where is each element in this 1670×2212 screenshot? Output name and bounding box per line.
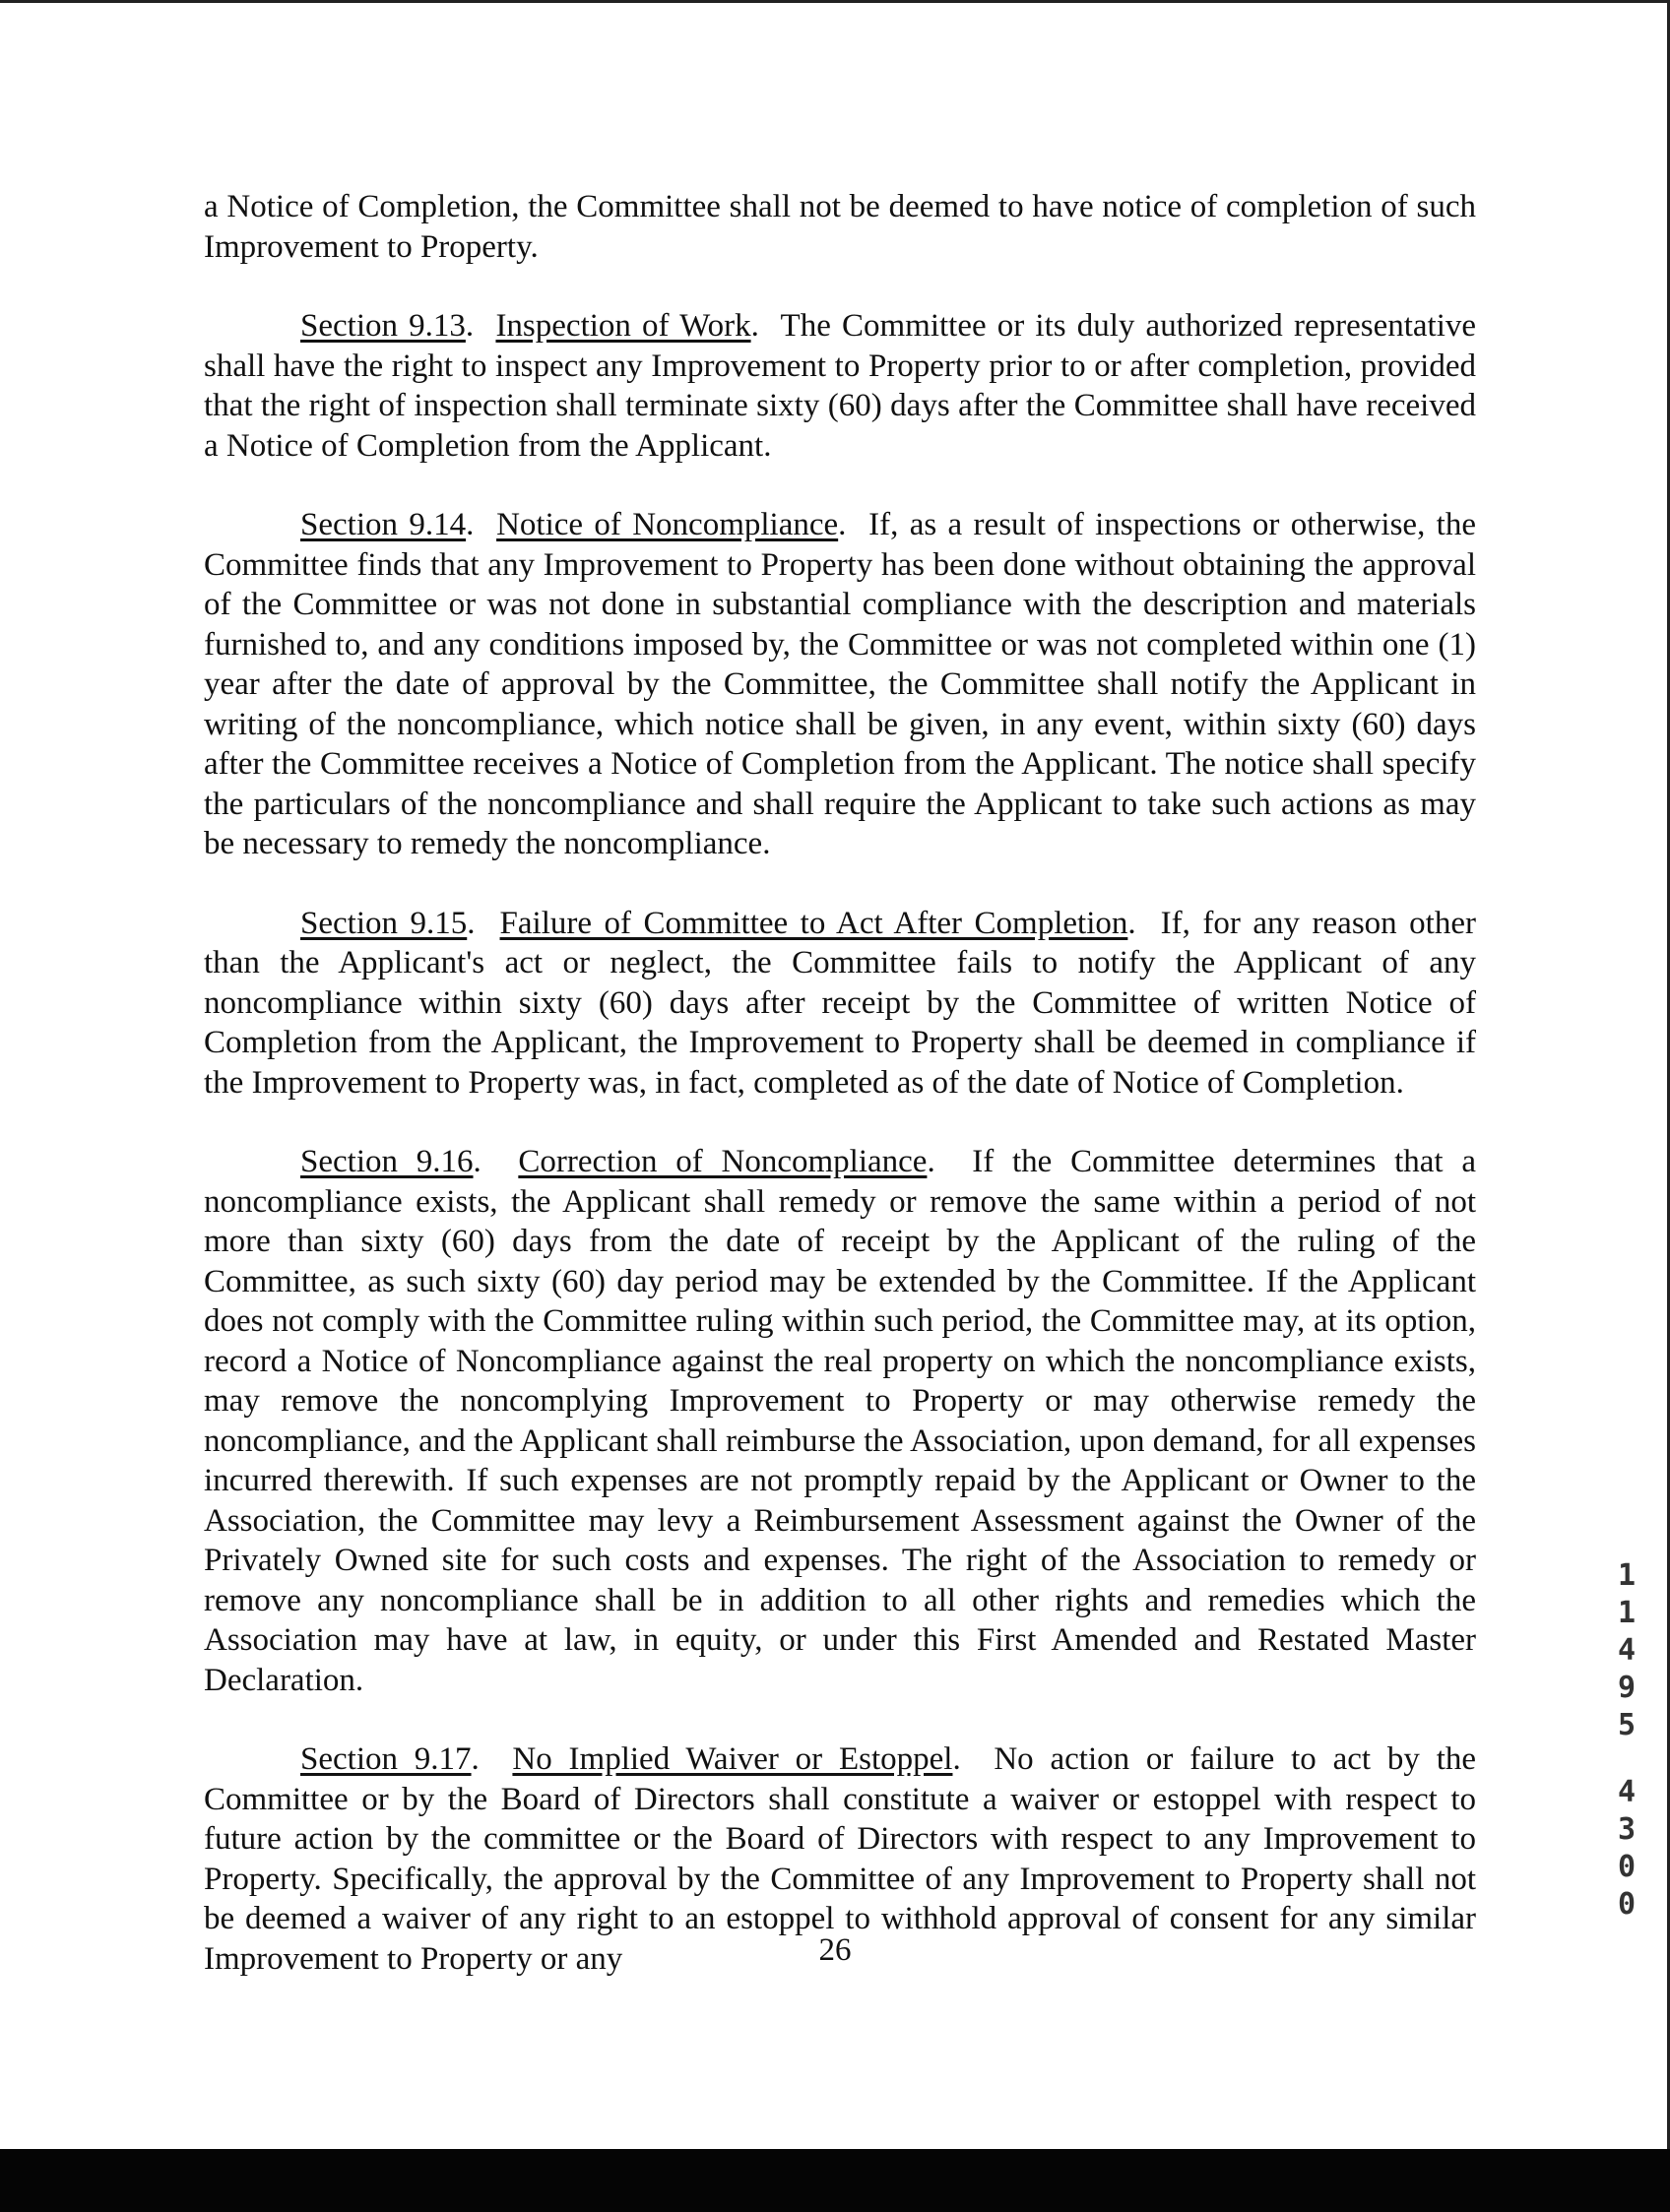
recording-digit: 3 [1617, 1812, 1637, 1847]
section-title: Failure of Committee to Act After Completion [499, 905, 1128, 941]
section-body: If the Committee determines that a noncompliance exists, the Applicant shall remedy or remove the same within a period of not more than sixty (60) days from the date of receipt by the Applicant of the ruling of the Committee, as such sixty (60) day period may be extended by the Committee. If the Applicant does not comply with the Committee ruling within such period, the Committee may, at its option, record a Notice of Noncompliance against the real property on which the noncompliance exists, may remove the noncomplying Improvement to Property or may otherwise remedy the noncompliance, and the Applicant shall reimburse the Association, upon demand, for all expenses incurred therewith. If such expenses are not promptly repaid by the Applicant or Owner to the Association, the Committee may levy a Reimbursement Assessment against the Owner of the Privately Owned site for such costs and expenses. The right of the Association to remedy or remove any noncompliance shall be in addition to all other rights and remedies which the Association may have at law, in equity, or under this First Amended and Restated Master Declaration. [204, 1144, 1476, 1698]
section-title: No Implied Waiver or Estoppel [512, 1741, 953, 1777]
section-body: No action or failure to act by the Committee or by the Board of Directors shall constitute a waiver or estoppel with respect to future action by the committee or the Board of Directors with respect to any Improvement to Property. Specifically, the approval by the Committee of any Improvement to Property shall not be deemed a waiver of any right to an estoppel to withhold approval of consent for any similar Improvement to Property or any [204, 1741, 1477, 1977]
recording-digit: 4 [1617, 1775, 1637, 1809]
section-number: Section 9.15 [300, 905, 468, 941]
recording-digit: 0 [1617, 1850, 1637, 1884]
section-title: Inspection of Work [495, 308, 751, 344]
continuation-paragraph: a Notice of Completion, the Committee shall not be deemed to have notice of completion of such Improvement to Property. [204, 189, 1476, 265]
recording-digit: 1 [1617, 1596, 1637, 1630]
section-number: Section 9.14 [300, 507, 467, 542]
section-body: If, as a result of inspections or otherwise, the Committee finds that any Improvement to Property has been done without obtaining the approval of the Committee or was not done in substantial compliance with the description and materials furnished to, and any conditions imposed by, the Committee or was not completed within one (1) year after the date of approval by the Committee, the Committee shall notify the Applicant in writing of the noncompliance, which notice shall be given, in any event, within sixty (60) days after the Committee receives a Notice of Completion from the Applicant. The notice shall specify the particulars of the noncompliance and shall require the Applicant to take such actions as may be necessary to remedy the noncompliance. [204, 507, 1476, 861]
recording-digit: 5 [1617, 1708, 1637, 1742]
section-body: The Committee or its duly authorized representative shall have the right to inspect any Improvement to Property prior to or after completion, provided that the right of inspection shall terminate sixty (60) days after the Committee shall have received a Notice of Completion from the Applicant. [204, 308, 1477, 464]
section-9-16: Section 9.16. Correction of Noncompliance. If the Committee determines that a noncompliance exists, the Applicant shall remedy or remove the same within a period of not more than sixty (60) days from the date of receipt by the Applicant of the ruling of the Committee, as such sixty (60) day period may be extended by the Committee. If the Applicant does not comply with the Committee ruling within such period, the Committee may, at its option, record a Notice of Noncompliance against the real property on which the noncompliance exists, may remove the noncomplying Improvement to Property or may otherwise remedy the noncompliance, and the Applicant shall reimburse the Association, upon demand, for all expenses incurred therewith. If such expenses are not promptly repaid by the Applicant or Owner to the Association, the Committee may levy a Reimbursement Assessment against the Owner of the Privately Owned site for such costs and expenses. The right of the Association to remedy or remove any noncompliance shall be in addition to all other rights and remedies which the Association may have at law, in equity, or under this First Amended and Restated Master Declaration. [204, 1144, 1476, 1698]
section-number: Section 9.17 [300, 1741, 472, 1777]
page-number: 26 [818, 1932, 852, 1968]
section-9-14: Section 9.14. Notice of Noncompliance. If, as a result of inspections or otherwise, the Committee finds that any Improvement to Property has been done without obtaining the approval of the Committee or was not done in substantial compliance with the description and materials furnished to, and any conditions imposed by, the Committee or was not completed within one (1) year after the date of approval by the Committee, the Committee shall notify the Applicant in writing of the noncompliance, which notice shall be given, in any event, within sixty (60) days after the Committee receives a Notice of Completion from the Applicant. The notice shall specify the particulars of the noncompliance and shall require the Applicant to take such actions as may be necessary to remedy the noncompliance. [204, 507, 1476, 861]
section-9-17: Section 9.17. No Implied Waiver or Estoppel. No action or failure to act by the Committee or by the Board of Directors shall constitute a waiver or estoppel with respect to future action by the committee or the Board of Directors with respect to any Improvement to Property. Specifically, the approval by the Committee of any Improvement to Property shall not be deemed a waiver of any right to an estoppel to withhold approval of consent for any similar Improvement to Property or any [204, 1741, 1477, 1977]
section-9-13: Section 9.13. Inspection of Work. The Committee or its duly authorized representative shall have the right to inspect any Improvement to Property prior to or after completion, provided that the right of inspection shall terminate sixty (60) days after the Committee shall have received a Notice of Completion from the Applicant. [204, 308, 1477, 464]
recording-digit: 1 [1617, 1558, 1637, 1593]
section-title: Notice of Noncompliance [496, 507, 839, 542]
document-body [204, 187, 1476, 2018]
section-number: Section 9.13 [300, 308, 466, 344]
section-body: If, for any reason other than the Applicant's act or neglect, the Committee fails to notify the Applicant of any noncompliance within sixty (60) days after receipt by the Committee of written Notice of Completion from the Applicant, the Improvement to Property shall be deemed in compliance if the Improvement to Property was, in fact, completed as of the date of Notice of Completion. [204, 905, 1476, 1101]
scan-edge-shadow [0, 2149, 1670, 2212]
recording-digit: 4 [1617, 1633, 1637, 1668]
recording-digit: 9 [1617, 1671, 1637, 1705]
section-9-15: Section 9.15. Failure of Committee to Act After Completion. If, for any reason other than the Applicant's act or neglect, the Committee fails to notify the Applicant of any noncompliance within sixty (60) days after receipt by the Committee of written Notice of Completion from the Applicant, the Improvement to Property shall be deemed in compliance if the Improvement to Property was, in fact, completed as of the date of Notice of Completion. [204, 905, 1476, 1101]
section-number: Section 9.16 [300, 1144, 474, 1179]
page-border-top [0, 0, 1670, 3]
recording-gap [1613, 1744, 1640, 1774]
recording-number-stamp [1613, 1557, 1640, 1924]
recording-digit: 0 [1617, 1887, 1637, 1922]
section-title: Correction of Noncompliance [518, 1144, 928, 1179]
